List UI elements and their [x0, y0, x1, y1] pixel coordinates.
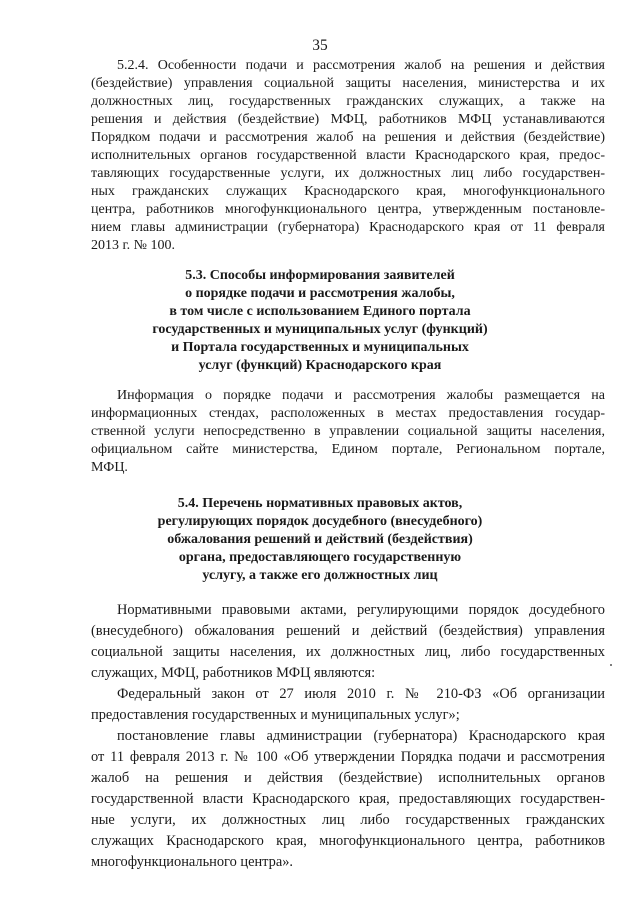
text-line: центра, работников многофункционального центра, утвержденным постановле- — [91, 202, 605, 217]
heading-line: в том числе с использованием Единого портала — [169, 304, 471, 319]
text-line: Нормативными правовыми актами, регулирующими порядок досудебного — [117, 602, 605, 618]
text-line: многофункционального центра». — [91, 854, 294, 870]
text-line: исполнительных органов государственной власти Краснодарского края, предос- — [91, 148, 605, 163]
heading-line: услуг (функций) Краснодарского края — [198, 358, 442, 373]
heading-line: государственных и муниципальных услуг (функций) — [152, 322, 488, 337]
text-line: государственной власти Краснодарского края, предоставляющих государствен- — [91, 791, 605, 807]
page-number: 35 — [312, 37, 328, 54]
text-line: служащих Краснодарского края, многофункционального центра, работников — [91, 833, 605, 849]
text-line: официальном сайте министерства, Едином портале, Региональном портале, — [91, 442, 605, 457]
text-line: нием главы администрации (губернатора) Краснодарского края от 11 февраля — [91, 220, 605, 235]
text-line: ных гражданских служащих Краснодарского края, многофункционального — [91, 184, 605, 199]
text-line: МФЦ. — [91, 460, 128, 475]
heading-line: регулирующих порядок досудебного (внесудебного) — [157, 514, 483, 529]
text-line: ственной услуги непосредственно в управлении социальной защиты населения, — [91, 424, 605, 439]
text-line: Информация о порядке подачи и рассмотрения жалобы размещается на — [117, 388, 605, 403]
heading-line: 5.3. Способы информирования заявителей — [185, 268, 455, 283]
text-line: (бездействие) управления социальной защиты населения, министерства и их — [91, 76, 605, 91]
heading-line: 5.4. Перечень нормативных правовых актов, — [177, 496, 463, 511]
heading-line: и Портала государственных и муниципальных — [171, 340, 469, 355]
text-line: ные услуги, их должностных лиц либо государственных гражданских — [91, 812, 605, 828]
text-line: 5.2.4. Особенности подачи и рассмотрения жалоб на решения и действия — [117, 58, 605, 73]
scan-speck — [610, 664, 612, 666]
heading-line: обжалования решений и действий (бездействия) — [167, 532, 473, 547]
text-line: тавляющих государственные услуги, их должностных лиц либо государствен- — [91, 166, 605, 181]
text-line: решения и действия (бездействие) МФЦ, работников МФЦ устанавливаются — [91, 112, 605, 127]
heading-line: о порядке подачи и рассмотрения жалобы, — [185, 286, 455, 301]
text-line: социальной защиты населения, их должностных лиц, либо государственных — [91, 644, 605, 660]
text-line: жалоб на решения и действия (бездействие) исполнительных органов — [91, 770, 605, 786]
text-line: должностных лиц, государственных гражданских служащих, а также на — [91, 94, 605, 109]
heading-line: услугу, а также его должностных лиц — [202, 568, 438, 583]
heading-line: органа, предоставляющего государственную — [178, 550, 462, 565]
text-line: Порядком подачи и рассмотрения жалоб на решения и действия (бездействие) — [91, 130, 605, 145]
text-line: от 11 февраля 2013 г. № 100 «Об утверждении Порядка подачи и рассмотрения — [91, 749, 605, 765]
text-line: информационных стендах, расположенных в местах предоставления государ- — [91, 406, 605, 421]
text-line: постановление главы администрации (губернатора) Краснодарского края — [117, 728, 605, 744]
text-line: 2013 г. № 100. — [91, 238, 176, 253]
text-line: Федеральный закон от 27 июля 2010 г. № 210-ФЗ «Об организации — [117, 686, 605, 702]
text-line: (внесудебного) обжалования решений и действий (бездействия) управления — [91, 623, 605, 639]
text-line: служащих, МФЦ, работников МФЦ являются: — [91, 665, 376, 681]
text-line: предоставления государственных и муниципальных услуг»; — [91, 707, 460, 723]
